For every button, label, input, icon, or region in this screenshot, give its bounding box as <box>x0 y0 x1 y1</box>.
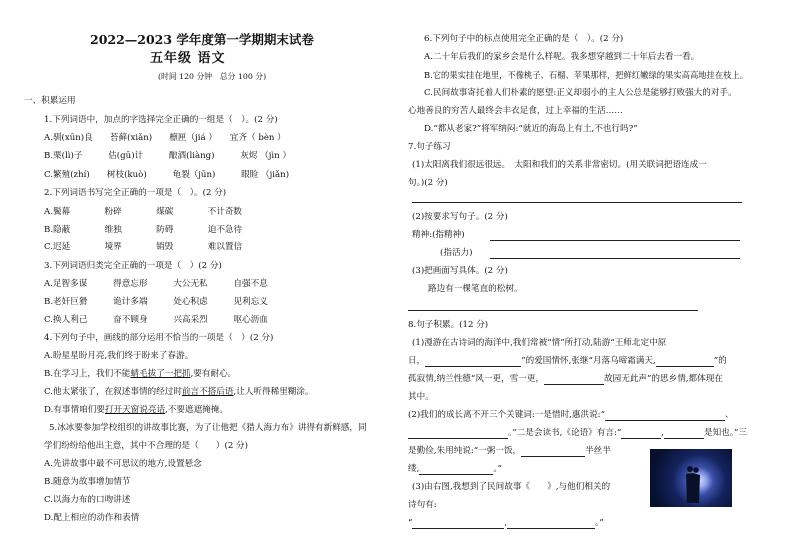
q4-option-c <box>44 387 314 398</box>
q8-p1-text: 日， <box>408 356 426 366</box>
q8-part2-line4 <box>408 464 502 475</box>
q5-option-d: D.配上相应的动作和表情 <box>44 513 140 523</box>
q8-blank-8[interactable] <box>521 447 585 457</box>
q7-part2-a: 精神:(指精神) <box>412 230 465 240</box>
q8-blank-4[interactable] <box>605 411 725 421</box>
q5-option-b: B.随意为故事增加情节 <box>44 477 131 487</box>
q8-part3-line1: (3)由右图,我想到了民间故事《 》,与他们相关的 <box>412 482 611 492</box>
exam-info: (时间 120 分钟 总分 100 分) <box>158 72 267 81</box>
q2-option-c: C.迟延 境界 销毁 难以置信 <box>44 242 243 252</box>
q8-p3-comma: , <box>504 518 508 528</box>
q8-p3-quote-open: “ <box>408 518 413 528</box>
q4-c-underlined: 前言不搭后语 <box>181 387 234 397</box>
q1-stem: 1.下列词语中，加点的字选择完全正确的一组是（ ）。(2 分) <box>44 115 278 125</box>
q4-c-text-end: ,让人听得稀里糊涂。 <box>233 387 314 397</box>
q4-b-text-end: ,要有耐心。 <box>190 369 237 379</box>
q8-part1-line2 <box>408 356 727 367</box>
q4-b-text: B.在学习上，我们不能 <box>44 369 131 379</box>
q4-b-underlined: 蜻毛拔了一把抓 <box>130 369 191 379</box>
q4-d-text: D.有事情咱们要 <box>44 405 105 415</box>
q8-part3-line2: 诗句有: <box>408 500 437 510</box>
q8-p2-text-6: 是勤俭,朱用纯说:“一粥一饭， <box>408 446 522 456</box>
q8-p2-text-4: , <box>661 428 664 438</box>
q8-p2-text-7: 半丝半 <box>585 446 611 456</box>
q8-blank-10[interactable] <box>412 519 504 529</box>
q8-blank-5[interactable] <box>408 429 508 439</box>
q7-part3: (3)把画面写具体。(2 分) <box>412 266 508 276</box>
q4-option-a: A.盼星星盼月亮,我们终于盼来了春游。 <box>44 351 194 361</box>
q7-part2-b: (指活力) <box>440 248 473 258</box>
q4-stem: 4.下列句子中，画线的部分运用不恰当的一项是（ ）(2 分) <box>44 333 274 343</box>
q8-blank-9[interactable] <box>419 465 493 475</box>
q5-stem-line2: 学们纷纷给他出主意，其中不合理的是（ ）(2 分) <box>44 441 248 451</box>
q1-option-c: C.繁殖(zhí) 树枝(kuò) 龟裂（jūn) 眼睑 （jiǎn) <box>44 170 290 180</box>
q4-option-d <box>44 405 228 416</box>
q7-stem: 7.句子练习 <box>408 142 451 152</box>
q8-part2-line3 <box>408 446 611 457</box>
q6-option-b: B.它的果实挂在地里，不像桃子、石榴、苹果那样，把鲜红嫩绿的果实高高地挂在枝上。 <box>424 70 749 80</box>
q5-option-a: A.先讲故事中最不可思议的地方,设置悬念 <box>44 459 202 469</box>
q7-answer-line-3[interactable] <box>490 258 740 259</box>
q8-blank-7[interactable] <box>664 429 704 439</box>
q8-blank-3[interactable] <box>544 375 604 385</box>
q8-p2-text-9: 。” <box>493 464 503 474</box>
q8-part3-line3 <box>408 518 604 529</box>
q7-answer-line-4[interactable] <box>408 310 698 311</box>
q8-stem: 8.句子积累。(12 分) <box>408 320 489 330</box>
q7-answer-line-2[interactable] <box>490 240 740 241</box>
q4-option-b <box>44 369 236 380</box>
q8-p2-text-8: 缕, <box>408 464 420 474</box>
q8-blank-1[interactable] <box>425 357 521 367</box>
q8-p2-text-2: 、 <box>724 410 734 420</box>
q7-answer-line-1[interactable] <box>412 202 742 203</box>
q8-p1-text-4: 孤寂情,纳兰性德“风一更，雪一更， <box>408 374 545 384</box>
q8-p2-text: (2)我们的成长离不开三个关键词:一是惜时,惠洪说:“ <box>408 410 605 420</box>
q4-d-underlined: 打开天窗说亮话 <box>104 405 166 415</box>
q5-stem-line1: 5.冰冰要参加学校组织的讲故事比赛，为了让他把《猎人海力布》讲得有新鲜感，同 <box>49 423 367 433</box>
q6-option-a: A.二十年后我们的家乡会是什么样呢。我多想穿越到二十年后去看一看。 <box>424 52 700 62</box>
q8-p2-text-5: 是知也。”三 <box>703 428 748 438</box>
q4-c-text: C.他太紧张了，在叙述事情的经过时 <box>44 387 182 397</box>
q8-p2-text-3: 。”二是会读书,《论语》有言:“ <box>508 428 622 438</box>
q2-stem: 2.下列词语书写完全正确的一项是（ ）。(2 分) <box>44 188 227 198</box>
q7-part1-line2: 句。)(2 分) <box>408 178 448 188</box>
q2-option-b: B.隐蔽 维独 防碍 迫不急待 <box>44 225 243 235</box>
q3-option-b: B.老奸巨猾 诡计多端 处心积虑 见利忘义 <box>44 297 268 307</box>
q6-stem: 6.下列句子中的标点使用完全正确的是（ ）。(2 分) <box>424 34 624 44</box>
q8-part1-line4: 其中。 <box>408 392 434 402</box>
q3-option-a: A.足智多谋 得意忘形 大公无私 自强不息 <box>44 279 268 289</box>
q8-part1-line3 <box>408 374 723 385</box>
q3-option-c: C.换人利己 奋不顾身 兴高采烈 呕心沥血 <box>44 315 268 325</box>
q4-d-text-end: ,不要遮遮掩掩。 <box>165 405 228 415</box>
q3-stem: 3.下列词语归类完全正确的一项是（ ）(2 分) <box>44 261 222 271</box>
q8-p3-quote-close: 。” <box>595 518 604 528</box>
couple-silhouette-icon <box>684 463 702 503</box>
q6-option-d: D.“都从老家?”将军纳闷:“就近的海岛上有土,不也行吗?” <box>424 124 638 134</box>
q8-p1-text-5: 故园无此声”的思乡情,都体现在 <box>604 374 723 384</box>
q7-part1-line1: (1)太阳离我们很远很远。 太阳和我们的关系非常密切。(用关联词把语连成一 <box>412 160 707 170</box>
q8-part2-line1 <box>408 410 734 421</box>
exam-title: 2022—2023 学年度第一学期期末试卷 <box>90 32 314 47</box>
q1-option-a: A.驯(xūn)良 苔藓(xiǎn) 檩匣（jiá ） 宜齐（ bèn ） <box>44 133 286 143</box>
q8-blank-11[interactable] <box>507 519 595 529</box>
q6-option-c-line1: C.民间故事寄托着人们朴素的愿望:正义却弱小的主人公总是能够打败强大的对手。 <box>424 88 737 98</box>
q8-part2-line2 <box>408 428 747 439</box>
q6-option-c-line2: 心地善良的穷苦人最终会丰衣足食，过上幸福的生活…… <box>408 106 623 116</box>
q5-option-c: C.以海力布的口吻讲述 <box>44 495 131 505</box>
grade-subject: 五年级 语文 <box>150 51 226 66</box>
moon-couple-image <box>650 449 732 507</box>
q8-blank-2[interactable] <box>656 357 714 367</box>
q8-p1-text-2: ”的爱国情怀,张继“月落乌啼霜满天, <box>521 356 656 366</box>
q7-part2: (2)按要求写句子。(2 分) <box>412 212 508 222</box>
q7-part3-text: 路边有一棵笔直的松树。 <box>428 284 523 294</box>
q8-p1-text-3: ”的 <box>713 356 727 366</box>
q8-part1-line1: (1)漫游在古诗词的海洋中,我们常被“情”所打动,陆游“王师北定中原 <box>412 338 667 348</box>
q8-blank-6[interactable] <box>621 429 661 439</box>
q1-option-b: B.栗(lì)子 估(gū)计 酿酒(liàng) 灰烬 （jìn ） <box>44 151 292 161</box>
q2-option-a: A.鬓幕 粉碎 煤碳 不计奇数 <box>44 207 243 217</box>
section-heading: 一、积累运用 <box>24 96 76 106</box>
